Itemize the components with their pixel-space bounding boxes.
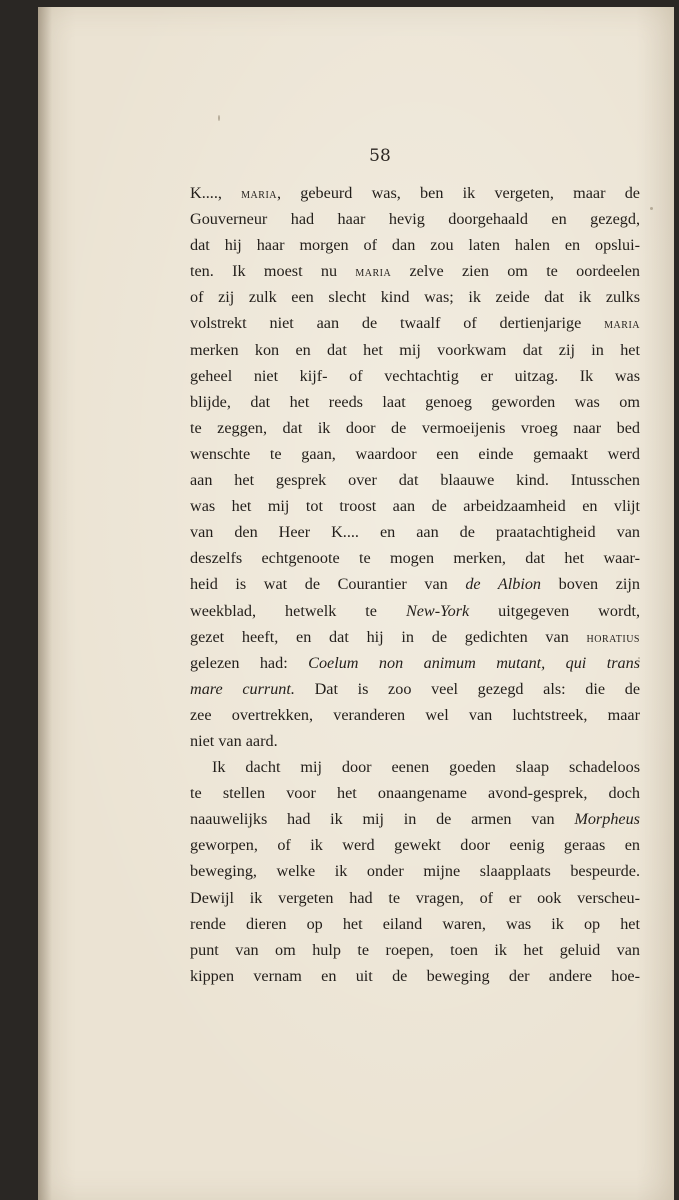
text-line [190,937,640,963]
text-run: K...., [190,184,242,202]
text-run: dat hij haar morgen of dan zou laten halen en opslui- [190,236,640,255]
italic-text: mare currunt. [190,679,295,698]
text-line [190,545,640,571]
text-line [190,780,640,806]
text-run: volstrekt niet aan de twaalf of dertienjarige [190,314,605,333]
text-run: merken kon en dat het mij voorkwam dat zij in het [190,340,640,359]
text-line [190,571,640,597]
text-run: rende dieren op het eiland waren, was ik op het [190,914,640,933]
text-run: ten. Ik moest nu [190,262,356,281]
text-run: heid is wat de Courantier van [190,575,466,594]
text-line [190,284,640,310]
text-run: te stellen voor het onaangename avond-gesprek, doch [190,784,640,803]
paper-speck [218,115,220,121]
text-line [190,337,640,363]
text-line [190,702,640,728]
text-line [190,806,640,832]
text-run: gelezen had: [190,653,309,672]
text-run: geheel niet kijf- of vechtachtig er uitzag. Ik was [190,366,640,385]
italic-text: Morpheus [574,810,640,829]
text-line [190,728,640,754]
text-run: naauwelijks had ik mij in de armen van [190,810,575,829]
text-line [190,624,640,650]
small-caps-name: maria [241,186,277,202]
italic-text: de Albion [465,575,542,594]
text-run: niet van aard. [190,731,278,750]
text-line [190,963,640,989]
text-run: wenschte te gaan, waardoor een einde gemaakt werd [190,444,640,463]
text-line [190,598,640,624]
small-caps-name: horatius [586,629,640,646]
paper-speck [650,207,653,210]
text-run: geworpen, of ik werd gewekt door eenig geraas en [190,836,640,855]
text-run: blijde, dat het reeds laat genoeg geworden was om [190,392,640,411]
text-run: weekblad, hetwelk te [190,601,406,620]
text-line [190,493,640,519]
text-line [190,754,640,780]
text-line [190,180,640,206]
text-run: gezet heeft, en dat hij in de gedichten van [190,627,587,646]
text-line [190,415,640,441]
text-run: boven zijn [541,575,640,594]
text-line [190,389,640,415]
text-line [190,858,640,884]
text-line [190,206,640,232]
text-run: aan het gesprek over dat blaauwe kind. Intusschen [190,471,640,490]
text-line [190,832,640,858]
text-run: Gouverneur had haar hevig doorgehaald en gezegd, [190,210,640,229]
text-run: punt van om hulp te roepen, toen ik het geluid van [190,940,640,959]
text-line [190,310,640,336]
text-line [190,467,640,493]
text-line [190,911,640,937]
small-caps-name: maria [355,264,392,281]
body-text [190,180,640,989]
text-line [190,441,640,467]
text-run: was het mij tot troost aan de arbeidzaamheid en vlijt [190,497,640,516]
text-run: zelve zien om te oordeelen [391,262,640,281]
text-run: Ik dacht mij door eenen goeden slaap schadeloos [212,758,640,777]
text-run: of zij zulk een slecht kind was; ik zeide dat ik zulks [190,288,640,307]
text-run: Dat is zoo veel gezegd als: die de [294,679,641,698]
italic-text: Coelum non animum mutant, qui trans [308,653,641,672]
text-run: Dewijl ik vergeten had te vragen, of er ook verscheu- [190,888,640,907]
text-run: uitgegeven wordt, [469,601,640,620]
text-run: beweging, welke ik onder mijne slaapplaats bespeurde. [190,862,640,881]
text-line [190,363,640,389]
text-line [190,519,640,545]
small-caps-name: maria [604,316,640,333]
page-fold-shadow [38,7,52,1200]
text-run: te zeggen, dat ik door de vermoeijenis vroeg naar bed [190,418,640,437]
italic-text: New-York [405,601,470,620]
text-line [190,258,640,284]
text-line [190,885,640,911]
text-run: , gebeurd was, ben ik vergeten, maar de [277,184,640,202]
text-line [190,232,640,258]
text-line [190,676,640,702]
page-number: 58 [369,146,391,166]
text-run: kippen vernam en uit de beweging der andere hoe- [190,966,640,985]
text-run: zee overtrekken, veranderen wel van luchtstreek, maar [190,705,640,724]
text-run: deszelfs echtgenoote te mogen merken, dat het waar- [190,549,640,568]
text-run: van den Heer K.... en aan de praatachtigheid van [190,523,640,542]
text-line [190,650,640,676]
